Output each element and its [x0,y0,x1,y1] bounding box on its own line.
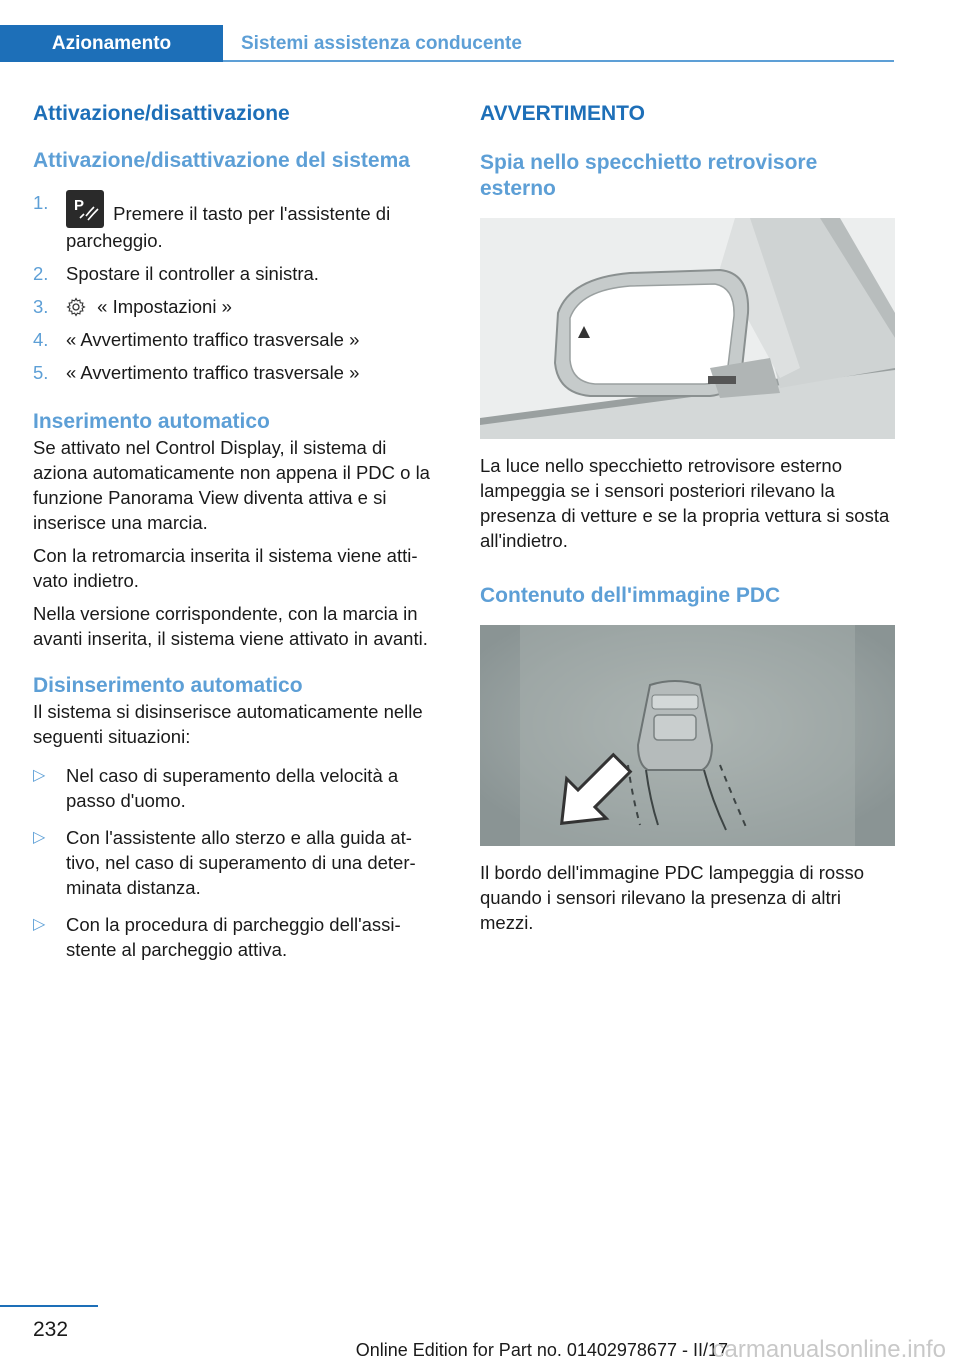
step-number: 1. [33,192,49,213]
list-item-text: Nel caso di superamento della velocità a passo d'uomo. [66,765,399,811]
step-item [33,261,443,294]
heading-auto-off: Disinserimento automatico [33,674,303,697]
heading-warning: AVVERTIMENTO [480,102,645,125]
step-text: Premere il tasto per l'assistente di parcheggio. [66,203,391,251]
settings-gear-icon [66,297,86,317]
step-number: 3. [33,296,49,317]
footer-rule [0,1305,98,1307]
watermark-text: carmanualsonline.info [712,1336,946,1363]
step-item [33,294,443,327]
auto-off-list [33,763,443,962]
header-rule [223,60,894,62]
step-text: « Avvertimento traffico trasversale » [66,329,360,350]
left-column [33,100,443,962]
right-column [480,100,895,935]
list-item [33,912,443,962]
step-number: 4. [33,329,49,350]
bullet-icon: ▷ [33,829,46,846]
bullet-icon: ▷ [33,916,46,933]
heading-auto-on: Inserimento automatico [33,410,270,433]
edition-text: Online Edition for Part no. 01402978677 - II/17 [355,1340,728,1360]
heading-mirror-light: Spia nello specchietto retrovisore esterno [480,151,818,200]
auto-on-paragraph-2: Con la retromarcia inserita il sistema viene atti-vato indietro. [33,545,418,591]
heading-system-activation: Attivazione/disattivazione del sistema [33,149,410,172]
step-text: « Avvertimento traffico trasversale » [66,362,360,383]
bullet-icon: ▷ [33,767,46,784]
pdc-image-text: Il bordo dell'immagine PDC lampeggia di rosso quando i sensori rilevano la presenza di altri mezzi. [480,862,864,933]
pdc-illustration [480,625,895,846]
step-text: « Impostazioni » [97,296,232,317]
list-item-text: Con l'assistente allo sterzo e alla guida at-tivo, nel caso di superamento di una deter-minata distanza. [66,827,416,898]
list-item-text: Con la procedura di parcheggio dell'assi-stente al parcheggio attiva. [66,914,401,960]
steps-list [33,190,443,385]
step-item [33,327,443,360]
step-number: 2. [33,263,49,284]
step-item [33,190,443,261]
auto-off-intro: Il sistema si disinserisce automaticamente nelle seguenti situazioni: [33,701,423,747]
list-item [33,763,443,825]
mirror-illustration [480,218,895,439]
step-number: 5. [33,362,49,383]
auto-on-paragraph-1: Se attivato nel Control Display, il sistema di aziona automaticamente non appena il PDC o la funzione Panorama View diventa attiva e si inserisce una marcia. [33,437,430,533]
list-item [33,825,443,912]
heading-activation: Attivazione/disattivazione [33,102,290,125]
chapter-tab: Azionamento [0,25,223,62]
step-text: Spostare il controller a sinistra. [66,263,319,284]
page-number: 232 [33,1318,69,1341]
page-header [0,25,894,62]
auto-on-paragraph-3: Nella versione corrispondente, con la marcia in avanti inserita, il sistema viene attivato in avanti. [33,603,428,649]
mirror-light-text: La luce nello specchietto retrovisore esterno lampeggia se i sensori posteriori rilevano la presenza di vetture e se la propria vettura si sosta all'indietro. [480,455,890,551]
section-title: Sistemi assistenza conducente [241,32,522,54]
heading-pdc-image: Contenuto dell'immagine PDC [480,584,781,607]
parking-assistant-key-icon [66,190,104,228]
svg-text:P: P [74,197,85,214]
step-item [33,360,443,385]
